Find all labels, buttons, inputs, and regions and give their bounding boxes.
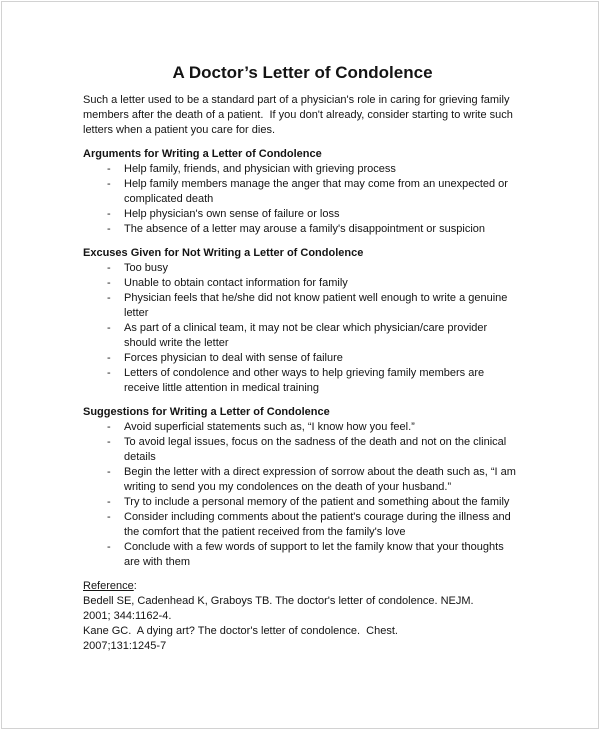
bullet-text: Help physician's own sense of failure or loss: [124, 208, 340, 220]
dash-bullet: -: [107, 436, 111, 448]
bullet-text: Letters of condolence and other ways to help grieving family members are receive little attention in medical training: [124, 367, 488, 394]
bullet-item: [107, 351, 522, 366]
bullet-list: [83, 162, 522, 237]
dash-bullet: -: [107, 466, 111, 478]
bullet-item: [107, 366, 522, 396]
bullet-text: Conclude with a few words of support to let the family know that your thoughts are with them: [124, 541, 507, 568]
bullet-item: [107, 207, 522, 222]
dash-bullet: -: [107, 163, 111, 175]
dash-bullet: -: [107, 322, 111, 334]
bullet-item: [107, 162, 522, 177]
bullet-text: Avoid superficial statements such as, “I know how you feel.”: [124, 421, 415, 433]
dash-bullet: -: [107, 292, 111, 304]
bullet-text: Consider including comments about the patient's courage during the illness and the comfort that the patient received from the family's love: [124, 511, 514, 538]
bullet-text: Help family, friends, and physician with grieving process: [124, 163, 396, 175]
bullet-text: Too busy: [124, 262, 169, 274]
bullet-text: Physician feels that he/she did not know patient well enough to write a genuine letter: [124, 292, 511, 319]
bullet-text: Unable to obtain contact information for family: [124, 277, 348, 289]
dash-bullet: -: [107, 208, 111, 220]
reference-heading: [83, 579, 522, 594]
bullet-text: The absence of a letter may arouse a family's disappointment or suspicion: [124, 223, 486, 235]
dash-bullet: -: [107, 511, 111, 523]
section-suggestions: [83, 405, 522, 570]
reference-line: 2001; 344:1162-4.: [83, 610, 172, 622]
dash-bullet: -: [107, 277, 111, 289]
section-heading-suggestions: Suggestions for Writing a Letter of Condolence: [83, 406, 330, 418]
dash-bullet: -: [107, 421, 111, 433]
dash-bullet: -: [107, 352, 111, 364]
section-arguments: [83, 147, 522, 237]
reference-line: 2007;131:1245-7: [83, 640, 167, 652]
bullet-text: Begin the letter with a direct expression of sorrow about the death such as, “I am writing to send you my condolences on the death of your husband.”: [124, 466, 519, 493]
bullet-item: [107, 540, 522, 570]
dash-bullet: -: [107, 496, 111, 508]
bullet-item: [107, 510, 522, 540]
reference-block: [83, 579, 522, 654]
reference-line: Bedell SE, Cadenhead K, Graboys TB. The doctor's letter of condolence. NEJM.: [83, 595, 474, 607]
bullet-item: [107, 222, 522, 237]
bullet-text: To avoid legal issues, focus on the sadness of the death and not on the clinical details: [124, 436, 510, 463]
bullet-list: [83, 261, 522, 396]
bullet-text: Help family members manage the anger that may come from an unexpected or complicated death: [124, 178, 512, 205]
bullet-item: [107, 291, 522, 321]
bullet-item: [107, 276, 522, 291]
dash-bullet: -: [107, 262, 111, 274]
bullet-list: [83, 420, 522, 570]
section-heading-arguments: Arguments for Writing a Letter of Condolence: [83, 148, 322, 160]
dash-bullet: -: [107, 178, 111, 190]
document-content: [2, 2, 522, 680]
document-page: [1, 1, 599, 729]
section-excuses: [83, 246, 522, 396]
bullet-item: [107, 435, 522, 465]
reference-line: Kane GC. A dying art? The doctor's letter of condolence. Chest.: [83, 625, 398, 637]
dash-bullet: -: [107, 223, 111, 235]
bullet-item: [107, 177, 522, 207]
bullet-item: [107, 465, 522, 495]
bullet-item: [107, 495, 522, 510]
dash-bullet: -: [107, 541, 111, 553]
reference-colon: :: [133, 580, 137, 592]
bullet-text: As part of a clinical team, it may not be clear which physician/care provider should write the letter: [124, 322, 491, 349]
document-title: A Doctor’s Letter of Condolence: [172, 63, 433, 82]
bullet-text: Forces physician to deal with sense of failure: [124, 352, 343, 364]
bullet-item: [107, 321, 522, 351]
intro-paragraph: Such a letter used to be a standard part of a physician's role in caring for grieving family members after the death of a patient. If you don't already, consider starting to write such letters when a patient you care for dies.: [83, 94, 516, 136]
dash-bullet: -: [107, 367, 111, 379]
bullet-text: Try to include a personal memory of the patient and something about the family: [124, 496, 510, 508]
bullet-item: [107, 420, 522, 435]
section-heading-excuses: Excuses Given for Not Writing a Letter of Condolence: [83, 247, 364, 259]
reference-label: Reference: [83, 580, 134, 592]
bullet-item: [107, 261, 522, 276]
